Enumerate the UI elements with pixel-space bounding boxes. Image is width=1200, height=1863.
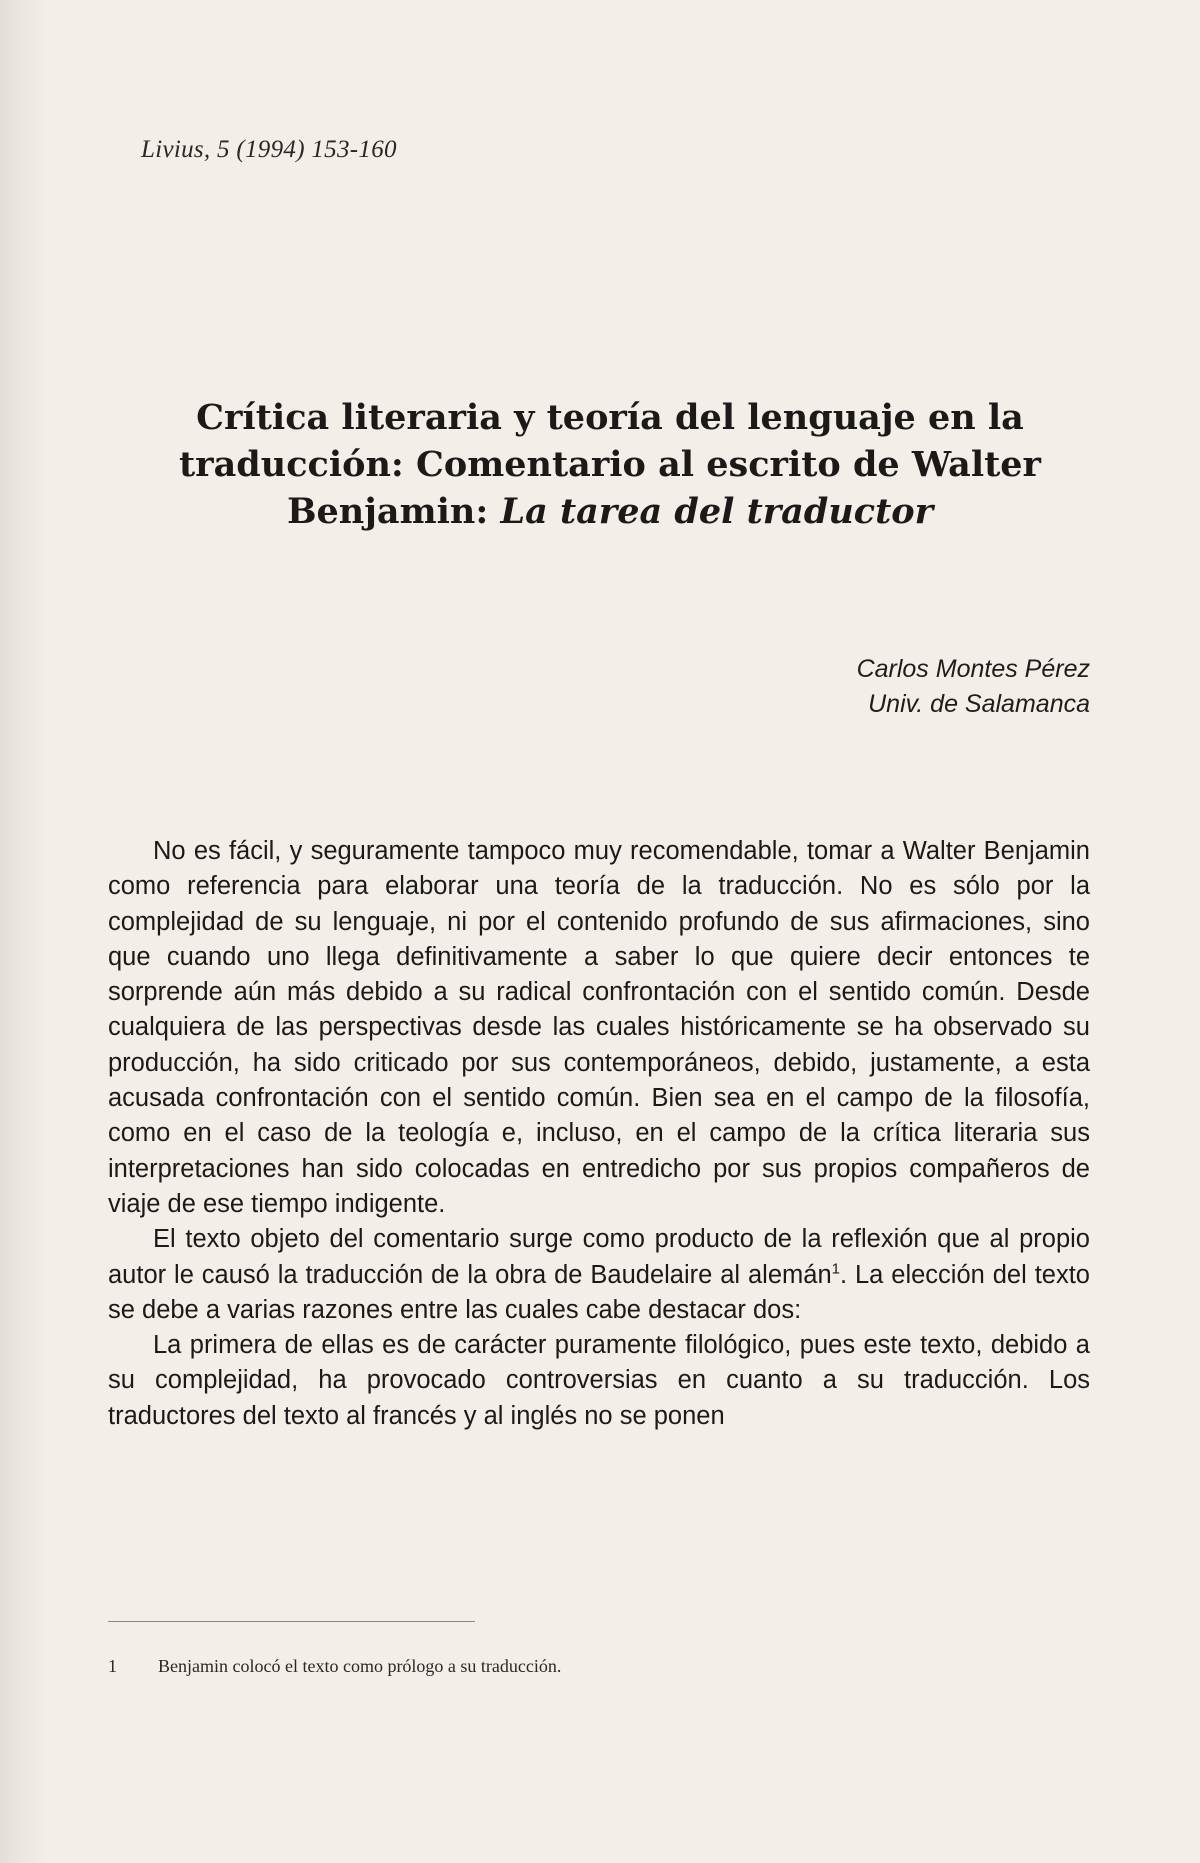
author-affiliation: Univ. de Salamanca [868, 690, 1090, 718]
paragraph-1: No es fácil, y seguramente tampoco muy recomendable, tomar a Walter Benjamin como referencia para elaborar una teoría de la traducción. No es sólo por la complejidad de su lenguaje, ni por el contenido profundo de sus afirmaciones, sino que cuando uno llega definitivamente a saber lo que quiere decir entonces te sorprende aún más debido a su radical confrontación con el sentido común. Desde cualquiera de las perspectivas desde las cuales históricamente se ha observado su producción, ha sido criticado por sus contemporáneos, debido, justamente, a esta acusada confrontación con el sentido común. Bien sea en el campo de la filosofía, como en el caso de la teología e, incluso, en el campo de la crítica literaria sus interpretaciones han sido colocadas en entredicho por sus propios compañeros de viaje de ese tiempo indigente. [108, 837, 1090, 1218]
author-name: Carlos Montes Pérez [856, 655, 1090, 683]
footnote-number: 1 [108, 1656, 117, 1676]
footnote-divider [108, 1621, 475, 1622]
article-title [160, 394, 1060, 535]
footnote-1 [108, 1656, 561, 1677]
paragraph-2-text-a: El texto objeto del comentario surge como producto de la reflexión que al propio autor le causó la traducción de la obra de Baudelaire al alemán [108, 1225, 1090, 1289]
footnote-text: Benjamin colocó el texto como prólogo a su traducción. [158, 1656, 562, 1676]
author-block [857, 652, 1090, 722]
article-title-italic: La tarea del traductor [500, 491, 934, 532]
article-title-main: Crítica literaria y teoría del lenguaje en la traducción: Comentario al escrito de Walter Benjamin: [179, 397, 1041, 532]
article-body [108, 834, 1090, 1434]
journal-citation: Livius, 5 (1994) 153-160 [141, 136, 397, 163]
page-binding-shadow [0, 0, 46, 1863]
footnote-reference: 1 [831, 1260, 840, 1278]
paragraph-2-text-b: . La elección del texto se debe a varias razones entre las cuales cabe destacar dos: [108, 1260, 1090, 1324]
paragraph-2 [108, 1222, 1090, 1328]
paragraph-3: La primera de ellas es de carácter puramente filológico, pues este texto, debido a su complejidad, ha provocado controversias en cuanto a su traducción. Los traductores del texto al francés y al inglés no se ponen [108, 1331, 1090, 1430]
